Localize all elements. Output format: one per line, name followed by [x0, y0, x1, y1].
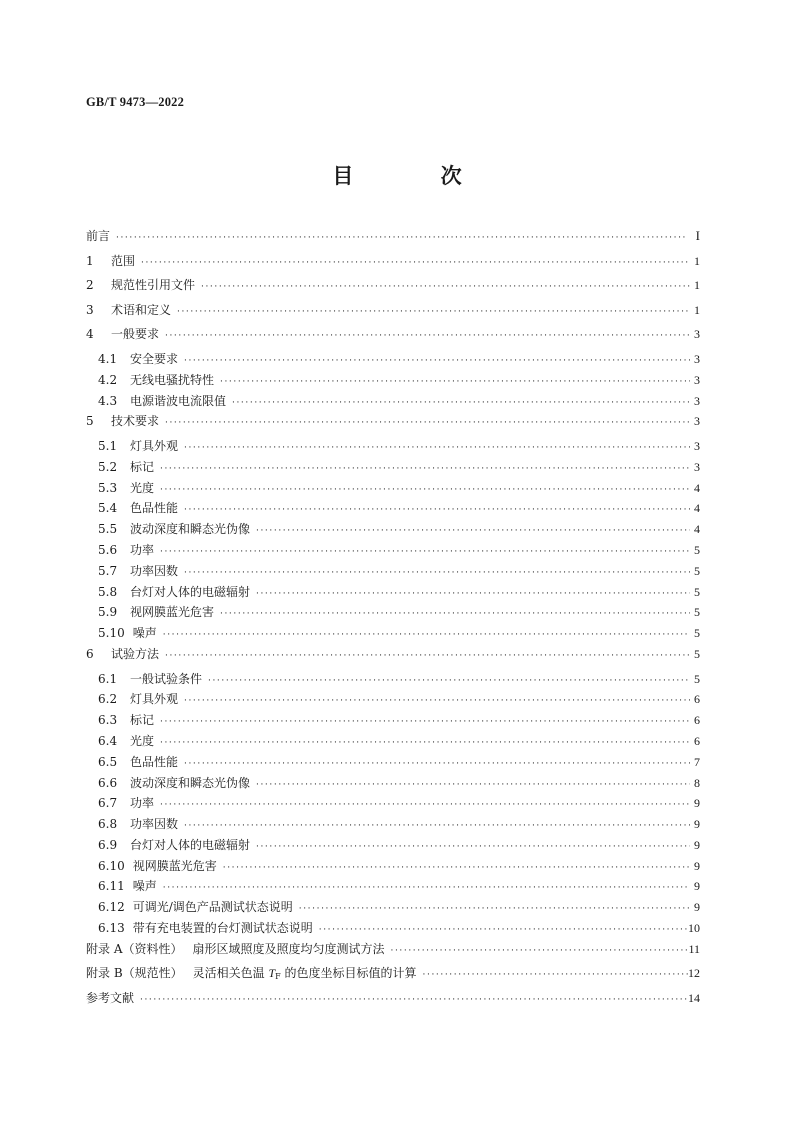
toc-entry[interactable] — [86, 711, 700, 732]
toc-entry-title: 扇形区域照度及照度均匀度测试方法 — [192, 941, 385, 956]
toc-entry-number: 5.5 — [98, 522, 118, 537]
toc-entry-number: 6.4 — [98, 733, 118, 748]
toc-entry-number: 6.11 — [98, 879, 125, 894]
dot-leader — [141, 258, 690, 268]
toc-entry-number: 6.13 — [98, 921, 125, 936]
toc-entry-title: 范围 — [111, 253, 136, 268]
toc-entry-title: 电源谐波电流限值 — [130, 393, 227, 408]
toc-entry-title: 参考文献 — [86, 991, 135, 1006]
toc-entry-number: 6 — [86, 646, 94, 661]
toc-entry-page: 6 — [694, 733, 700, 748]
toc-entry-page: 3 — [694, 393, 700, 408]
toc-entry-page: 3 — [694, 414, 700, 429]
toc-entry[interactable] — [86, 392, 700, 413]
dot-leader — [160, 738, 690, 748]
toc-entry-page: 6 — [694, 692, 700, 707]
dot-leader — [165, 651, 690, 661]
dot-leader — [184, 356, 690, 366]
toc-entry-page: 3 — [694, 351, 700, 366]
toc-entry-page: 9 — [694, 817, 700, 832]
toc-entry-title: 噪声 — [132, 879, 157, 894]
toc-entry-number: 6.1 — [98, 671, 118, 686]
toc-entry-number: 4.3 — [98, 393, 118, 408]
toc-entry[interactable] — [86, 753, 700, 774]
symbol-T: T — [268, 966, 276, 981]
dot-leader — [184, 759, 690, 769]
dot-leader — [208, 676, 690, 686]
dot-leader — [220, 609, 690, 619]
toc-entry-page: 14 — [688, 991, 700, 1006]
toc-entry-page: 5 — [694, 563, 700, 578]
toc-entry-title: 安全要求 — [130, 351, 179, 366]
toc-entry-number: 5.4 — [98, 501, 118, 516]
dot-leader — [423, 970, 688, 980]
dot-leader — [256, 842, 690, 852]
dot-leader — [160, 485, 690, 495]
toc-entry-page: 8 — [694, 775, 700, 790]
table-of-contents — [86, 227, 700, 1014]
toc-entry[interactable] — [86, 670, 700, 691]
dot-leader — [223, 863, 690, 873]
toc-entry[interactable] — [86, 562, 700, 583]
toc-entry-number: 6.9 — [98, 837, 118, 852]
toc-entry-title: 视网膜蓝光危害 — [132, 858, 217, 873]
toc-entry-page: 5 — [694, 584, 700, 599]
toc-entry[interactable] — [86, 371, 700, 392]
toc-entry-number: 4.1 — [98, 351, 118, 366]
toc-entry[interactable] — [86, 690, 700, 711]
dot-leader — [116, 233, 690, 243]
toc-entry-page: I — [695, 228, 700, 243]
toc-entry-title: 试验方法 — [111, 646, 160, 661]
toc-entry-title: 噪声 — [132, 626, 157, 641]
dot-leader — [163, 883, 690, 893]
toc-entry-number: 6.3 — [98, 713, 118, 728]
doc-code: GB/T 9473—2022 — [86, 95, 185, 109]
page-title: 目 次 — [332, 163, 502, 188]
dot-leader — [391, 946, 689, 956]
toc-entry-page: 4 — [694, 522, 700, 537]
toc-entry-number: 6.2 — [98, 692, 118, 707]
toc-entry-title — [193, 964, 423, 981]
toc-entry-page: 5 — [694, 605, 700, 620]
toc-entry-number: 2 — [86, 278, 94, 293]
toc-entry-page: 4 — [694, 480, 700, 495]
toc-entry[interactable] — [86, 774, 700, 795]
toc-entry-title: 标记 — [130, 713, 155, 728]
toc-entry-number: 5.7 — [98, 563, 118, 578]
toc-entry-page: 9 — [694, 837, 700, 852]
toc-entry-title: 台灯对人体的电磁辐射 — [130, 837, 251, 852]
dot-leader — [160, 800, 690, 810]
toc-entry-number: 6.5 — [98, 754, 118, 769]
toc-entry[interactable] — [86, 350, 700, 371]
dot-leader — [201, 282, 690, 292]
toc-entry-number: 6.10 — [98, 858, 125, 873]
toc-entry-number: 6.7 — [98, 796, 118, 811]
toc-entry-title: 视网膜蓝光危害 — [130, 605, 215, 620]
toc-entry-title: 无线电骚扰特性 — [130, 372, 215, 387]
dot-leader — [184, 505, 690, 515]
dot-leader — [184, 821, 690, 831]
toc-entry-page: 11 — [688, 941, 700, 956]
toc-entry-page: 1 — [694, 302, 700, 317]
toc-entry[interactable] — [86, 325, 700, 350]
toc-entry-title: 标记 — [130, 459, 155, 474]
toc-entry[interactable] — [86, 964, 700, 989]
toc-entry-number: 6.6 — [98, 775, 118, 790]
toc-entry-title: 功率因数 — [130, 563, 179, 578]
toc-entry[interactable] — [86, 898, 700, 919]
dot-leader — [163, 630, 690, 640]
dot-leader — [160, 464, 690, 474]
toc-entry-page: 5 — [694, 646, 700, 661]
toc-entry-title: 可调光/调色产品测试状态说明 — [132, 900, 293, 915]
toc-entry-title: 功率 — [130, 796, 155, 811]
toc-entry-page: 1 — [694, 278, 700, 293]
toc-entry-page: 10 — [688, 921, 700, 936]
dot-leader — [232, 398, 690, 408]
toc-entry-number: 6.8 — [98, 817, 118, 832]
toc-entry[interactable] — [86, 732, 700, 753]
toc-entry[interactable] — [86, 815, 700, 836]
toc-entry-number: 5.1 — [98, 438, 118, 453]
dot-leader — [256, 780, 690, 790]
toc-entry-title-part: 灵活相关色温 — [192, 966, 269, 981]
toc-entry[interactable] — [86, 645, 700, 670]
toc-entry-page: 5 — [694, 671, 700, 686]
toc-entry-title: 规范性引用文件 — [111, 278, 196, 293]
toc-entry[interactable] — [86, 227, 700, 252]
toc-entry-number: 5.6 — [98, 542, 118, 557]
toc-entry-number: 5.10 — [98, 626, 125, 641]
toc-entry[interactable] — [86, 794, 700, 815]
toc-entry-page: 6 — [694, 713, 700, 728]
toc-entry-annex-label: 附录 B（规范性） — [86, 966, 183, 981]
toc-entry-number: 5.8 — [98, 584, 118, 599]
toc-entry-number: 5.2 — [98, 459, 118, 474]
toc-entry-title: 一般试验条件 — [130, 671, 203, 686]
toc-entry[interactable] — [86, 989, 700, 1014]
toc-entry-annex-label: 附录 A（资料性） — [86, 941, 183, 956]
toc-entry[interactable] — [86, 252, 700, 277]
dot-leader — [220, 377, 690, 387]
toc-entry-page: 1 — [694, 253, 700, 268]
dot-leader — [160, 717, 690, 727]
toc-entry-title: 带有充电装置的台灯测试状态说明 — [132, 921, 313, 936]
toc-entry-number: 5 — [86, 414, 94, 429]
toc-entry-title-part: 的色度坐标目标值的计算 — [280, 966, 417, 981]
toc-entry[interactable] — [86, 624, 700, 645]
dot-leader — [299, 904, 690, 914]
toc-entry[interactable] — [86, 276, 700, 301]
toc-entry-title: 一般要求 — [111, 327, 160, 342]
toc-entry-number: 6.12 — [98, 900, 125, 915]
toc-entry[interactable] — [86, 919, 700, 940]
symbol-subscript: F — [275, 972, 281, 982]
dot-leader — [165, 331, 690, 341]
toc-entry-page: 5 — [694, 542, 700, 557]
dot-leader — [256, 526, 690, 536]
dot-leader — [256, 589, 690, 599]
toc-entry-title: 术语和定义 — [111, 302, 172, 317]
toc-entry-title: 功率 — [130, 542, 155, 557]
toc-entry-page: 3 — [694, 372, 700, 387]
toc-entry[interactable] — [86, 877, 700, 898]
toc-entry-number: 5.9 — [98, 605, 118, 620]
toc-entry-number: 4.2 — [98, 372, 118, 387]
toc-entry-title: 灯具外观 — [130, 692, 179, 707]
toc-entry-page: 5 — [694, 626, 700, 641]
toc-entry-title: 色品性能 — [130, 501, 179, 516]
toc-entry-title: 光度 — [130, 733, 155, 748]
toc-entry-title: 色品性能 — [130, 754, 179, 769]
toc-entry[interactable] — [86, 541, 700, 562]
dot-leader — [165, 418, 690, 428]
toc-entry[interactable] — [86, 836, 700, 857]
toc-entry-page: 12 — [688, 966, 700, 981]
dot-leader — [319, 925, 688, 935]
toc-entry[interactable] — [86, 857, 700, 878]
dot-leader — [184, 696, 690, 706]
toc-entry-number: 3 — [86, 302, 94, 317]
toc-entry-page: 4 — [694, 501, 700, 516]
dot-leader — [184, 443, 690, 453]
toc-entry[interactable] — [86, 458, 700, 479]
toc-entry-title: 前言 — [86, 229, 111, 243]
toc-entry[interactable] — [86, 499, 700, 520]
toc-entry-page: 3 — [694, 327, 700, 342]
toc-entry-title: 波动深度和瞬态光伪像 — [130, 775, 251, 790]
toc-entry[interactable] — [86, 520, 700, 541]
dot-leader — [140, 995, 688, 1005]
toc-entry-title: 波动深度和瞬态光伪像 — [130, 522, 251, 537]
toc-entry[interactable] — [86, 603, 700, 624]
toc-entry-page: 3 — [694, 459, 700, 474]
toc-entry-number: 5.3 — [98, 480, 118, 495]
toc-entry-page: 9 — [694, 900, 700, 915]
toc-entry[interactable] — [86, 940, 700, 965]
toc-entry-page: 9 — [694, 858, 700, 873]
dot-leader — [160, 547, 690, 557]
toc-entry-title: 技术要求 — [111, 414, 160, 429]
toc-entry[interactable] — [86, 583, 700, 604]
dot-leader — [177, 307, 690, 317]
toc-entry[interactable] — [86, 479, 700, 500]
toc-entry[interactable] — [86, 301, 700, 326]
toc-entry-title: 灯具外观 — [130, 438, 179, 453]
toc-entry[interactable] — [86, 412, 700, 437]
toc-entry-title: 台灯对人体的电磁辐射 — [130, 584, 251, 599]
toc-entry-page: 7 — [694, 754, 700, 769]
toc-entry-page: 3 — [694, 438, 700, 453]
toc-entry-page: 9 — [694, 879, 700, 894]
toc-entry-number: 1 — [86, 253, 94, 268]
toc-entry[interactable] — [86, 437, 700, 458]
toc-entry-number: 4 — [86, 327, 94, 342]
toc-entry-title: 功率因数 — [130, 817, 179, 832]
toc-entry-title: 光度 — [130, 480, 155, 495]
dot-leader — [184, 568, 690, 578]
toc-entry-page: 9 — [694, 796, 700, 811]
